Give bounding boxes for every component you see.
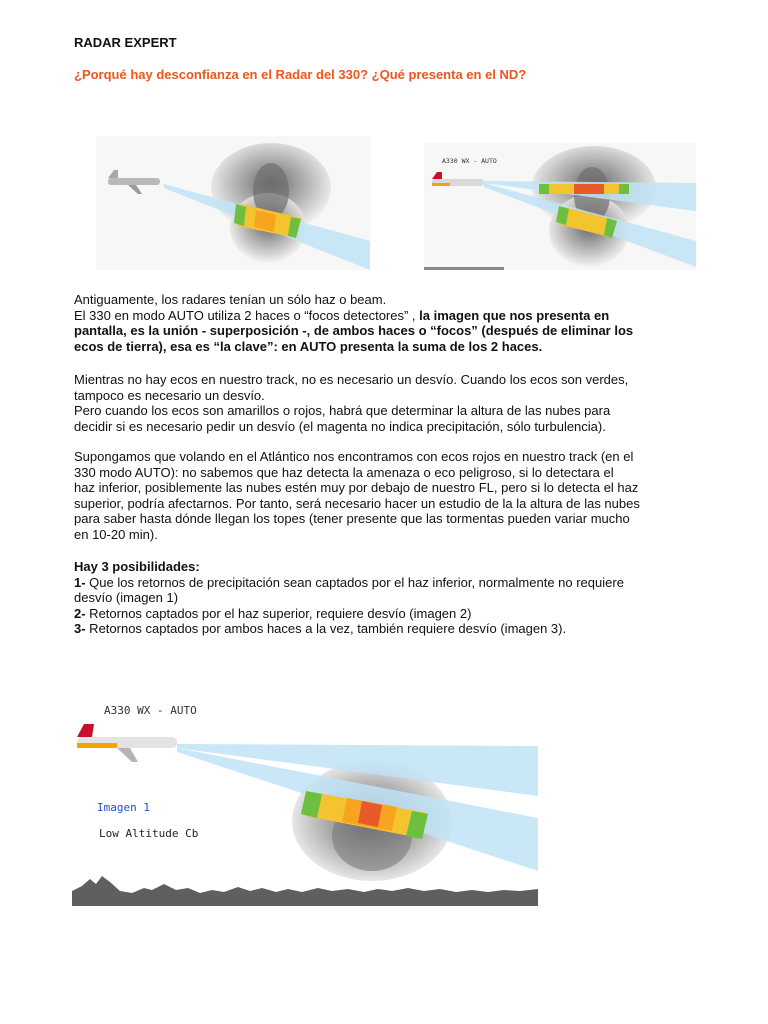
item-number: 1- — [74, 574, 86, 590]
item-number: 3- — [74, 621, 86, 636]
single-beam-figure — [96, 136, 370, 270]
text-span: El 330 en modo AUTO utiliza 2 haces o “focos detectores” , — [74, 307, 420, 323]
paragraph-intro — [74, 292, 694, 354]
dual-beam-figure — [424, 143, 696, 270]
bold-span: pantalla, es la unión - superposición -, de ambos haces o “focos” (después de eliminar los — [74, 323, 634, 338]
text-line: en 10-20 min). — [74, 526, 158, 542]
text-line: para saber hasta dónde llegan los topes (tener presente que las tormentas pueden variar mucho — [74, 511, 630, 526]
paragraph-ecos — [74, 372, 694, 434]
list-item — [74, 606, 694, 622]
paragraph-atlantico — [74, 449, 694, 542]
text-span: Que los retornos de precipitación sean captados por el haz inferior, normalmente no requiere — [85, 574, 624, 590]
list-item — [74, 575, 694, 591]
bold-span: Hay 3 posibilidades: — [74, 559, 200, 574]
page-title: RADAR EXPERT — [74, 35, 177, 50]
question-heading: ¿Porqué hay desconfianza en el Radar del 330? ¿Qué presenta en el ND? — [74, 67, 527, 82]
text-line: 330 modo AUTO): no sabemos que haz detecta la amenaza o eco peligroso, si lo detectara el — [74, 464, 614, 480]
text-line: decidir si es necesario pedir un desvío (el magenta no indica precipitación, sólo turbulencia). — [74, 418, 606, 434]
text-span: Retornos captados por ambos haces a la vez, también requiere desvío (imagen 3). — [85, 621, 567, 636]
paragraph-posibilidades — [74, 559, 694, 637]
figure-label: A330 WX - AUTO — [104, 704, 197, 717]
text-line: Supongamos que volando en el Atlántico nos encontramos con ecos rojos en nuestro track (en el — [74, 449, 634, 464]
text-line: haz inferior, posiblemente las nubes estén muy por debajo de nuestro FL, pero si lo detecta el haz — [74, 480, 639, 495]
bold-span: ecos de tierra), esa es “la clave”: en AUTO presenta la suma de los 2 haces. — [74, 338, 543, 354]
text-line: Mientras no hay ecos en nuestro track, no es necesario un desvío. Cuando los ecos son verdes, — [74, 372, 629, 387]
imagen-1-figure — [72, 696, 538, 906]
cb-caption: Low Altitude Cb — [99, 827, 199, 840]
text-span: Retornos captados por el haz superior, requiere desvío (imagen 2) — [85, 605, 472, 621]
text-line — [74, 308, 694, 324]
text-line: superior, podría afectarnos. Por tanto, será necesario hacer un estudio de la la altura de las nubes — [74, 495, 640, 511]
text-line — [74, 323, 694, 339]
text-line: Antiguamente, los radares tenían un sólo haz o beam. — [74, 292, 387, 307]
text-line: desvío (imagen 1) — [74, 590, 179, 605]
text-line: Pero cuando los ecos son amarillos o rojos, habrá que determinar la altura de las nubes para — [74, 403, 611, 418]
item-number: 2- — [74, 605, 86, 621]
text-line: tampoco es necesario un desvío. — [74, 387, 265, 403]
list-item — [74, 621, 694, 637]
imagen-caption: Imagen 1 — [97, 801, 150, 814]
figure-label: A330 WX - AUTO — [442, 157, 497, 165]
list-heading — [74, 559, 694, 575]
bold-span: la imagen que nos presenta en — [419, 307, 610, 323]
text-line — [74, 339, 694, 355]
